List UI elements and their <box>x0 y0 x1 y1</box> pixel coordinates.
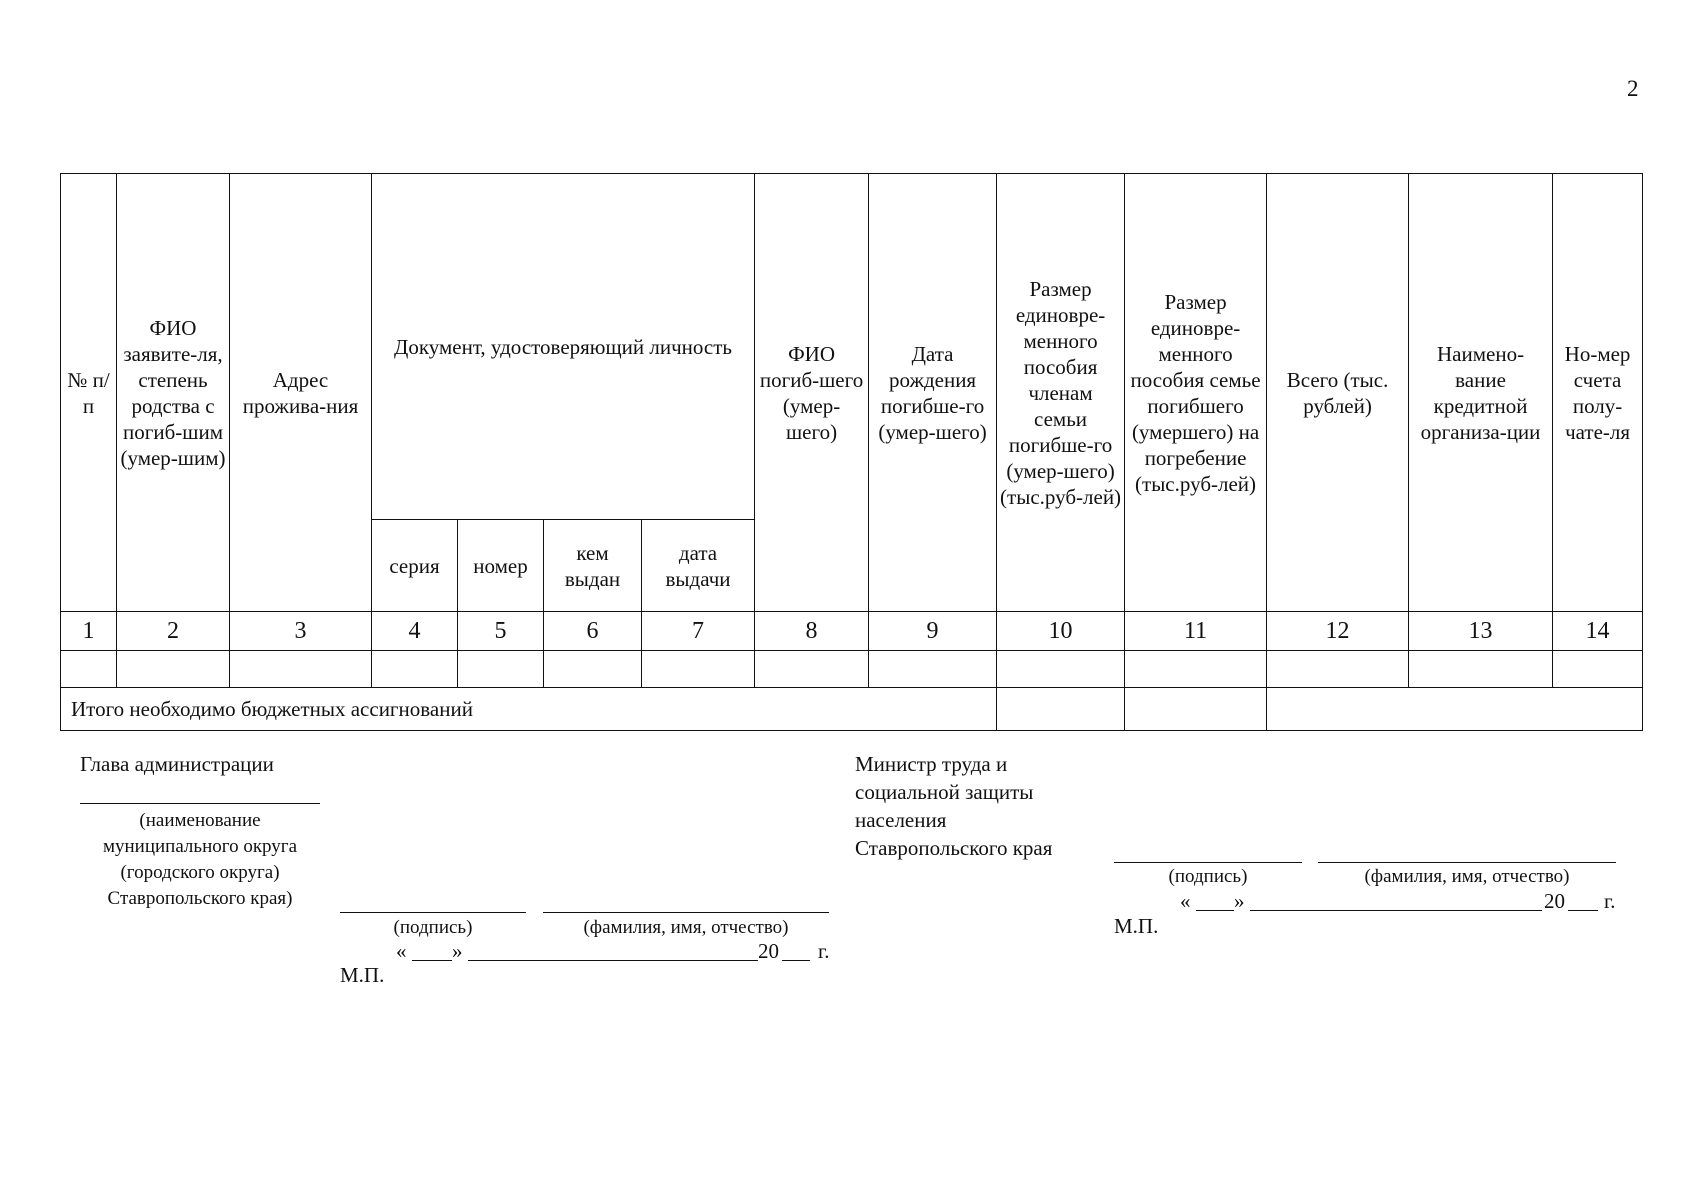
right-signer-title-4: Ставропольского края <box>855 836 1053 860</box>
header-total: Всего (тыс. рублей) <box>1267 174 1409 612</box>
header-address: Адрес прожива-ния <box>230 174 372 612</box>
column-number: 2 <box>117 612 230 651</box>
left-year-suffix: г. <box>818 939 830 963</box>
right-signature-caption: (подпись) <box>1168 866 1248 887</box>
column-number: 4 <box>372 612 458 651</box>
left-name-caption: (фамилия, имя, отчество) <box>583 917 789 938</box>
right-year-line <box>1568 910 1598 911</box>
right-signature-line <box>1114 862 1302 863</box>
header-doc-issued-by: кем выдан <box>544 520 642 612</box>
table-cell <box>61 651 117 688</box>
total-benefit-burial-cell <box>1125 688 1267 731</box>
right-name-line <box>1318 862 1616 863</box>
left-year-line <box>782 960 810 961</box>
header-document: Документ, удостоверяющий личность <box>372 174 755 520</box>
left-month-line <box>468 960 758 961</box>
column-number: 13 <box>1409 612 1553 651</box>
table-cell <box>1409 651 1553 688</box>
left-date-close-quote: » <box>452 939 463 963</box>
right-signer-title-2: социальной защиты <box>855 780 1034 804</box>
column-number: 10 <box>997 612 1125 651</box>
right-name-caption: (фамилия, имя, отчество) <box>1364 866 1570 887</box>
table-cell <box>458 651 544 688</box>
left-day-line <box>412 960 452 961</box>
left-name-line <box>543 912 829 913</box>
column-number: 14 <box>1553 612 1643 651</box>
header-deceased-name: ФИО погиб-шего (умер-шего) <box>755 174 869 612</box>
header-benefit-family: Размер единовре-менного пособия членам семьи погибше-го (умер-шего) (тыс.руб-лей) <box>997 174 1125 612</box>
table-cell <box>1553 651 1643 688</box>
table-cell <box>997 651 1125 688</box>
page-number: 2 <box>1627 76 1639 101</box>
header-doc-number: номер <box>458 520 544 612</box>
org-caption-1: (наименование <box>139 810 261 831</box>
right-date-close-quote: » <box>1234 889 1245 913</box>
right-year-prefix: 20 <box>1544 889 1565 913</box>
column-number: 11 <box>1125 612 1267 651</box>
column-number: 12 <box>1267 612 1409 651</box>
payment-table <box>60 173 1643 731</box>
header-num: № п/п <box>61 174 117 612</box>
right-month-line <box>1250 910 1542 911</box>
left-signature-caption: (подпись) <box>393 917 473 938</box>
total-amount-cell <box>1267 688 1643 731</box>
table-cell <box>755 651 869 688</box>
column-number: 8 <box>755 612 869 651</box>
header-doc-issue-date: дата выдачи <box>642 520 755 612</box>
header-row <box>61 174 1643 520</box>
column-number: 6 <box>544 612 642 651</box>
right-signer-title-3: населения <box>855 808 947 832</box>
org-caption-4: Ставропольского края) <box>107 888 293 909</box>
left-signature-line <box>340 912 526 913</box>
right-signer-title-1: Министр труда и <box>855 752 1008 776</box>
header-benefit-burial: Размер единовре-менного пособия семье погибшего (умершего) на погребение (тыс.руб-лей) <box>1125 174 1267 612</box>
org-name-line <box>80 803 320 804</box>
right-stamp-label: М.П. <box>1114 914 1159 938</box>
column-number: 3 <box>230 612 372 651</box>
org-caption-2: муниципального округа <box>102 836 298 857</box>
left-year-prefix: 20 <box>758 939 779 963</box>
header-account: Но-мер счета полу-чате-ля <box>1553 174 1643 612</box>
column-number: 1 <box>61 612 117 651</box>
org-caption-3: (городского округа) <box>120 862 280 883</box>
table-cell <box>230 651 372 688</box>
total-benefit-family-cell <box>997 688 1125 731</box>
header-bank: Наимено-вание кредитной организа-ции <box>1409 174 1553 612</box>
right-date-open-quote: « <box>1180 889 1191 913</box>
header-applicant: ФИО заявите-ля, степень родства с погиб-шим (умер-шим) <box>117 174 230 612</box>
table-row <box>61 651 1643 688</box>
total-row <box>61 688 1643 731</box>
column-number-row <box>61 612 1643 651</box>
column-number: 5 <box>458 612 544 651</box>
header-doc-series: серия <box>372 520 458 612</box>
left-signer-title: Глава администрации <box>80 752 274 776</box>
right-day-line <box>1196 910 1234 911</box>
column-number: 9 <box>869 612 997 651</box>
table-cell <box>372 651 458 688</box>
left-date-open-quote: « <box>396 939 407 963</box>
right-year-suffix: г. <box>1604 889 1616 913</box>
table-cell <box>1267 651 1409 688</box>
total-label: Итого необходимо бюджетных ассигнований <box>61 688 997 731</box>
table-cell <box>117 651 230 688</box>
table-cell <box>642 651 755 688</box>
left-stamp-label: М.П. <box>340 963 385 987</box>
table-cell <box>544 651 642 688</box>
column-number: 7 <box>642 612 755 651</box>
table-cell <box>869 651 997 688</box>
header-deceased-birth: Дата рождения погибше-го (умер-шего) <box>869 174 997 612</box>
table-cell <box>1125 651 1267 688</box>
